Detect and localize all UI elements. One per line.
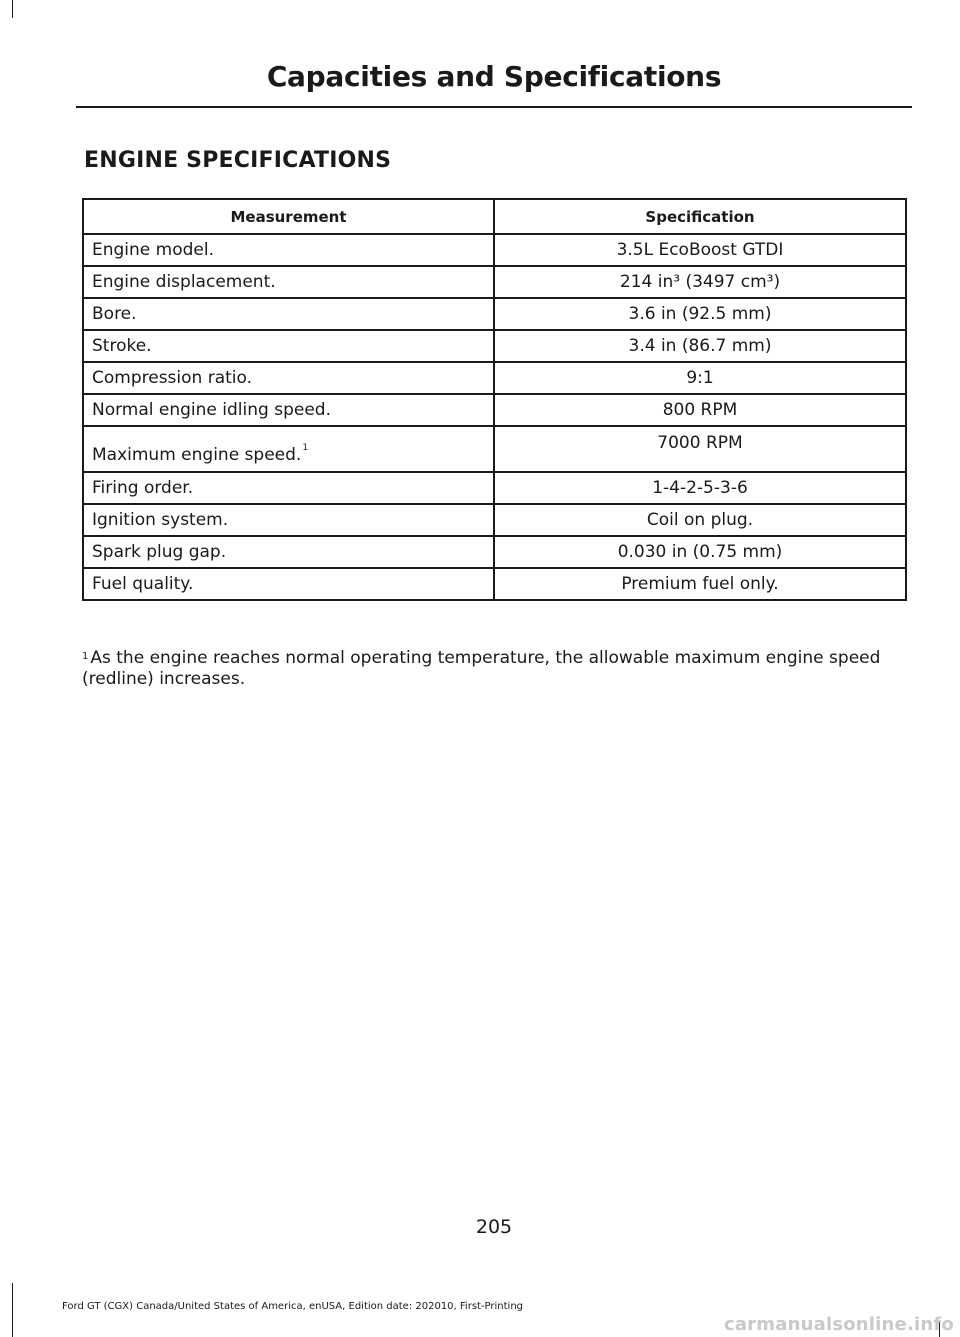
specification-cell: 3.5L EcoBoost GTDI (494, 234, 906, 266)
table-header-row (83, 199, 906, 234)
measurement-cell: Normal engine idling speed. (83, 394, 494, 426)
specification-cell: 800 RPM (494, 394, 906, 426)
column-header-measurement: Measurement (83, 199, 494, 234)
table-row (83, 426, 906, 472)
specification-cell: 3.6 in (92.5 mm) (494, 298, 906, 330)
table-row (83, 330, 906, 362)
measurement-cell: Fuel quality. (83, 568, 494, 600)
specification-cell: 7000 RPM (494, 426, 906, 472)
page-number: 205 (475, 1216, 513, 1238)
table-row (83, 298, 906, 330)
table-row (83, 536, 906, 568)
column-header-specification: Specification (494, 199, 906, 234)
crop-mark-top-left (12, 0, 13, 18)
measurement-cell: Compression ratio. (83, 362, 494, 394)
specification-cell: Premium fuel only. (494, 568, 906, 600)
specification-cell: Coil on plug. (494, 504, 906, 536)
specification-cell: 214 in³ (3497 cm³) (494, 266, 906, 298)
measurement-cell: Engine model. (83, 234, 494, 266)
running-head-title: Capacities and Specifications (266, 60, 722, 93)
edition-line: Ford GT (CGX) Canada/United States of America, enUSA, Edition date: 202010, First-Printing (62, 1301, 524, 1312)
footnote-marker: 1 (82, 651, 89, 662)
table-row (83, 266, 906, 298)
footnote-reference: 1 (302, 443, 309, 453)
measurement-cell: Spark plug gap. (83, 536, 494, 568)
footnote (82, 648, 902, 690)
footnote-text: As the engine reaches normal operating temperature, the allowable maximum engine speed (redline) increases. (82, 648, 881, 689)
section-title: ENGINE SPECIFICATIONS (84, 148, 392, 173)
engine-spec-table (82, 198, 907, 601)
measurement-cell: Firing order. (83, 472, 494, 504)
measurement-cell: Ignition system. (83, 504, 494, 536)
specification-cell: 0.030 in (0.75 mm) (494, 536, 906, 568)
specification-cell: 1-4-2-5-3-6 (494, 472, 906, 504)
header-rule (76, 106, 912, 108)
table-row (83, 472, 906, 504)
table-row (83, 568, 906, 600)
measurement-cell (83, 426, 494, 472)
measurement-cell: Bore. (83, 298, 494, 330)
table-row (83, 362, 906, 394)
measurement-label: Maximum engine speed. (92, 445, 302, 465)
crop-mark-bottom-left (12, 1283, 13, 1337)
table-row (83, 394, 906, 426)
measurement-cell: Engine displacement. (83, 266, 494, 298)
table-row (83, 504, 906, 536)
measurement-cell: Stroke. (83, 330, 494, 362)
watermark: carmanualsonline.info (723, 1314, 954, 1335)
table-row (83, 234, 906, 266)
specification-cell: 9:1 (494, 362, 906, 394)
specification-cell: 3.4 in (86.7 mm) (494, 330, 906, 362)
